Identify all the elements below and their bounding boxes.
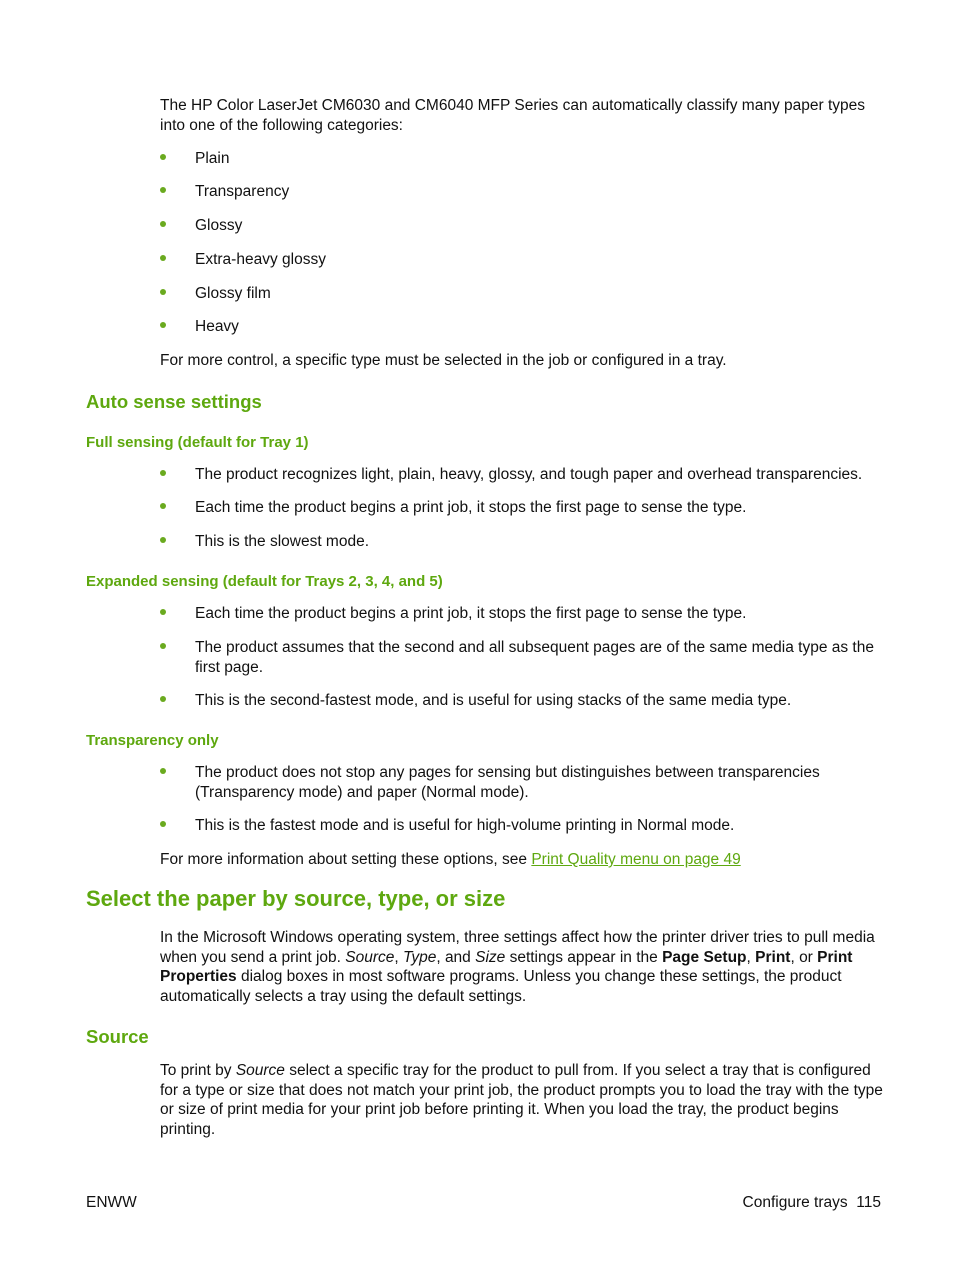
more-info-paragraph: For more information about setting these options, see Print Quality menu on page 49: [160, 851, 741, 868]
select-paper-heading: Select the paper by source, type, or size: [86, 886, 506, 911]
full-sensing-heading: Full sensing (default for Tray 1): [86, 434, 309, 451]
select-paper-paragraph: In the Microsoft Windows operating system, three settings affect how the printer driver tries to pull media when you send a print job. Source, Type, and Size settings appear in the Page Setup, Print, or Print Properties dialog boxes in most software programs. Unless you change these settings, the product automatically selects a tray using the default settings.: [160, 929, 875, 1005]
transparency-only-heading: Transparency only: [86, 732, 219, 749]
bullet-icon: [160, 696, 166, 702]
bullet-icon: [160, 255, 166, 261]
print-quality-menu-link[interactable]: Print Quality menu on page 49: [531, 851, 741, 868]
expanded-sensing-heading: Expanded sensing (default for Trays 2, 3, 4, and 5): [86, 573, 443, 590]
source-heading: Source: [86, 1026, 149, 1047]
bullet-icon: [160, 609, 166, 615]
bullet-icon: [160, 289, 166, 295]
bullet-icon: [160, 537, 166, 543]
bullet-icon: [160, 503, 166, 509]
page-number: 115: [856, 1194, 881, 1211]
footer-left: ENWW: [86, 1194, 137, 1211]
intro-paragraph: The HP Color LaserJet CM6030 and CM6040 MFP Series can automatically classify many paper types into one of the following categories:: [160, 97, 866, 134]
source-paragraph: To print by Source select a specific tray for the product to pull from. If you select a tray that is configured for a type or size that does not match your print job, the product prompts you to load the tray with the type or size of print media for your print job before printing it. When you load the tray, the product begins printing.: [160, 1062, 883, 1138]
bullet-icon: [160, 154, 166, 160]
bullet-icon: [160, 470, 166, 476]
bullet-icon: [160, 322, 166, 328]
bullet-icon: [160, 643, 166, 649]
footer-right: [743, 1193, 881, 1213]
bullet-icon: [160, 821, 166, 827]
footer-section: Configure trays: [742, 1194, 848, 1211]
bullet-icon: [160, 221, 166, 227]
intro-after-paragraph: For more control, a specific type must be selected in the job or configured in a tray.: [160, 352, 727, 369]
auto-sense-heading: Auto sense settings: [86, 391, 262, 412]
bullet-icon: [160, 187, 166, 193]
bullet-icon: [160, 768, 166, 774]
